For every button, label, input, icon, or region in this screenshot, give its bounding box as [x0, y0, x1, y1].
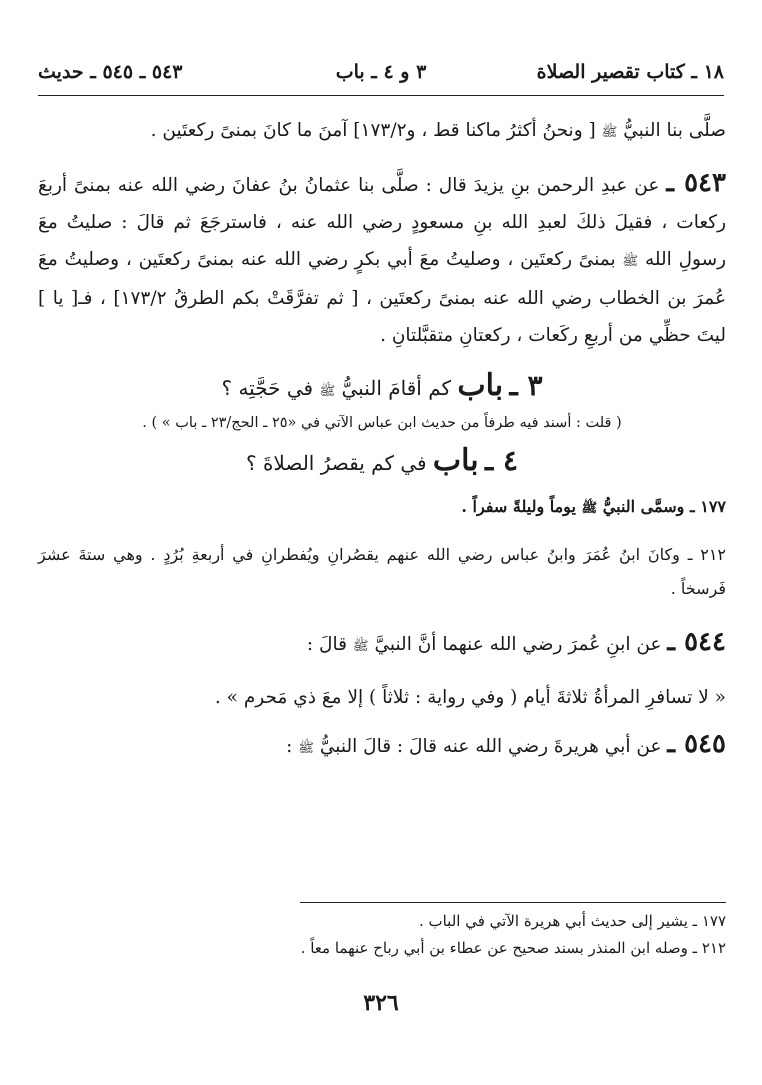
hadith-543: ٥٤٣ ـ عن عبدِ الرحمن بنِ يزيدَ قال : صلَّى بنا عثمانُ بنُ عفانَ رضي الله عنه بمنىً أربعَ ركعات ، فقيلَ ذلكَ لعبدِ الله بنِ مسعودٍ رضي الله عنه ، فاسترجَعَ ثم قالَ : صليتُ معَ رسولِ الله ﷺ بمنىً ركعتَين ، وصليتُ معَ أبي بكرٍ رضي الله عنه بمنىً ركعتَين ، وصليتُ معَ عُمرَ بن الخطاب رضي الله عنه بمنىً ركعتَين ، [ ثم تفرَّقَتْ بكم الطرقُ ١٧٣/٢] ، فـ[ يا ] ليتَ حظِّي من أربعِ ركَعات ، ركعتانِ متقبَّلتانِ . [38, 168, 727, 346]
hadith-number: ٥٤٤ ـ [667, 627, 726, 657]
footnote-212: ٢١٢ ـ وصله ابن المنذر بسند صحيح عن عطاء بن أبي رباح عنهما معاً . [300, 939, 726, 957]
header-hadith-range: ٥٤٣ ـ ٥٤٥ ـ حديث [38, 61, 183, 83]
hadith-number: ٥٤٥ ـ [667, 729, 726, 759]
footnotes [38, 908, 726, 962]
page-number: ٣٢٦ [363, 990, 399, 1016]
salutation-glyph: ﷺ [298, 741, 314, 756]
running-header [38, 55, 724, 96]
salutation-glyph: ﷺ [319, 384, 336, 399]
hadith-544-quote: « لا تسافرِ المرأةُ ثلاثةَ أيام ( وفي رواية : ثلاثاً ) إلا معَ ذي مَحرم » . [214, 687, 726, 708]
mualaq-212: ٢١٢ ـ وكانَ ابنُ عُمَرَ وابنُ عباس رضي الله عنهم يقصُرانِ ويُفطرانِ في أربعةِ بُرُدٍ . وهي ستةَ عشرَ فَرسخاً . [38, 545, 726, 598]
hadith-545: ٥٤٥ ـ عن أبي هريرةَ رضي الله عنه قالَ : قالَ النبيُّ ﷺ : [286, 729, 726, 759]
salutation-glyph: ﷺ [581, 501, 598, 516]
editor-note: ( قلت : أسند فيه طرفاً من حديث ابن عباس الآتي في «٢٥ ـ الحج/٢٣ ـ باب » ) . [142, 415, 622, 431]
salutation-glyph: ﷺ [622, 254, 639, 269]
hadith-544: ٥٤٤ ـ عن ابنِ عُمرَ رضي الله عنهما أنَّ النبيَّ ﷺ قالَ : [306, 627, 726, 657]
footnote-177: ١٧٧ ـ يشير إلى حديث أبي هريرة الآتي في الباب . [418, 912, 726, 930]
page-body [38, 112, 726, 781]
header-book-title: ١٨ ـ كتاب تقصير الصلاة [536, 61, 724, 83]
footnote-divider [300, 902, 726, 903]
chapter-heading-4: ٤ ـ باب في كم يقصرُ الصلاةَ ؟ [245, 443, 519, 478]
mualaq-177: ١٧٧ ـ وسمَّى النبيُّ ﷺ يوماً وليلةً سفراً . [461, 497, 726, 516]
chapter-heading-3: ٣ ـ باب كم أقامَ النبيُّ ﷺ في حَجَّتِه ؟ [221, 368, 543, 403]
header-chapter: ٣ و ٤ ـ باب [335, 61, 427, 83]
salutation-glyph: ﷺ [601, 125, 618, 140]
continued-paragraph: صلَّى بنا النبيُّ ﷺ [ ونحنُ أكثرُ ماكنا قط ، و١٧٣/٢] آمنَ ما كانَ بمنىً ركعتَين . [150, 120, 726, 141]
salutation-glyph: ﷺ [352, 639, 369, 654]
hadith-number: ٥٤٣ ـ [666, 168, 726, 198]
